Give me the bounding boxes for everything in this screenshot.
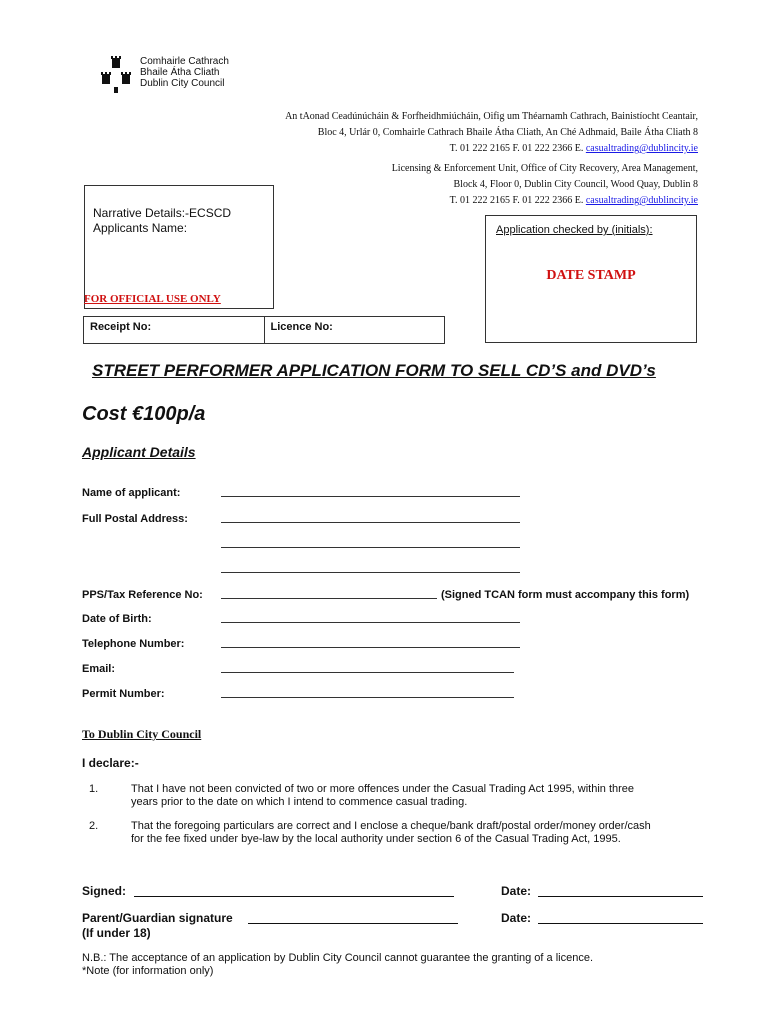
pps-field[interactable] xyxy=(221,598,437,599)
date-label-1: Date: xyxy=(501,884,532,898)
signed-field[interactable] xyxy=(134,896,454,897)
postal-address-field-1[interactable] xyxy=(221,522,520,523)
permit-number-field[interactable] xyxy=(221,697,514,698)
cost-heading: Cost €100p/a xyxy=(82,403,206,425)
logo-line-1: Comhairle Cathrach xyxy=(140,56,229,67)
logo-line-2: Bhaile Átha Cliath xyxy=(140,67,220,78)
narrative-details-label: Narrative Details:-ECSCD xyxy=(93,206,232,220)
official-use-heading: FOR OFFICIAL USE ONLY xyxy=(84,293,221,305)
guardian-signature-field[interactable] xyxy=(248,923,458,924)
tcan-note: (Signed TCAN form must accompany this form) xyxy=(441,589,690,601)
date-field-1[interactable] xyxy=(538,896,703,897)
guardian-signature-label: Parent/Guardian signature xyxy=(82,911,233,925)
email-field[interactable] xyxy=(221,672,514,673)
pps-label: PPS/Tax Reference No: xyxy=(82,589,203,601)
narrative-box xyxy=(84,185,274,309)
declaration-item-1: That I have not been convicted of two or more offences under the Casual Trading Act 1995, within three years prior to the date on which I intend to commence casual trading. xyxy=(131,783,635,808)
i-declare-heading: I declare:- xyxy=(82,756,139,770)
irish-address-line-2: Bloc 4, Urlár 0, Comhairle Cathrach Bhaile Átha Cliath, An Ché Adhmaid, Baile Átha Cliath 8 xyxy=(317,127,698,138)
applicants-name-label: Applicants Name: xyxy=(93,221,188,235)
nb-text: N.B.: The acceptance of an application by Dublin City Council cannot guarantee the granting of a licence. xyxy=(82,952,594,964)
castles-icon xyxy=(100,56,134,96)
if-under-18-label: (If under 18) xyxy=(82,926,151,940)
email-label: Email: xyxy=(82,663,116,675)
date-field-2[interactable] xyxy=(538,923,703,924)
declaration-number-1: 1. xyxy=(89,783,99,795)
english-address-email-link[interactable]: casualtrading@dublincity.ie xyxy=(585,195,698,206)
irish-address-contact xyxy=(285,141,698,157)
application-checked-label: Application checked by (initials): xyxy=(496,224,653,236)
note-text: *Note (for information only) xyxy=(82,965,214,977)
signed-label: Signed: xyxy=(82,884,126,898)
receipt-no-cell[interactable]: Receipt No: xyxy=(90,321,152,333)
english-address-phone: T. 01 222 2165 F. 01 222 2366 E. xyxy=(449,195,584,206)
telephone-label: Telephone Number: xyxy=(82,638,185,650)
to-dublin-city-council-heading: To Dublin City Council xyxy=(82,727,202,741)
permit-number-label: Permit Number: xyxy=(82,688,165,700)
date-label-2: Date: xyxy=(501,911,532,925)
name-of-applicant-label: Name of applicant: xyxy=(82,487,181,499)
telephone-field[interactable] xyxy=(221,647,520,648)
notes xyxy=(82,952,593,978)
council-logo xyxy=(100,56,260,96)
date-of-birth-field[interactable] xyxy=(221,622,520,623)
english-address-line-1: Licensing & Enforcement Unit, Office of City Recovery, Area Management, xyxy=(391,163,698,174)
logo-line-3: Dublin City Council xyxy=(140,78,225,89)
english-address-line-2: Block 4, Floor 0, Dublin City Council, Wood Quay, Dublin 8 xyxy=(453,179,698,190)
office-use-box xyxy=(485,215,697,343)
irish-address-line-1: An tAonad Ceadúnúcháin & Forfheidhmiúcháin, Oifig um Théarnamh Cathrach, Bainistíocht Ceantair, xyxy=(285,111,698,122)
postal-address-field-2[interactable] xyxy=(221,547,520,548)
postal-address-label: Full Postal Address: xyxy=(82,513,188,525)
declaration-item-2: That the foregoing particulars are correct and I enclose a cheque/bank draft/postal order/money order/cash for the fee fixed under bye-law by the local authority under section 6 of the Casual Trading Act, 1995. xyxy=(131,820,651,845)
postal-address-field-3[interactable] xyxy=(221,572,520,573)
english-address xyxy=(392,161,698,209)
licence-no-cell[interactable]: Licence No: xyxy=(264,317,445,343)
date-stamp-label: DATE STAMP xyxy=(546,268,636,283)
irish-address-phone: T. 01 222 2165 F. 01 222 2366 E. xyxy=(449,143,584,154)
name-of-applicant-field[interactable] xyxy=(221,496,520,497)
irish-address xyxy=(285,109,698,157)
form-title: STREET PERFORMER APPLICATION FORM TO SELL CD’S and DVD’s xyxy=(92,361,656,380)
logo-text xyxy=(140,56,229,89)
irish-address-email-link[interactable]: casualtrading@dublincity.ie xyxy=(585,143,698,154)
applicant-details-heading: Applicant Details xyxy=(82,444,196,460)
english-address-contact xyxy=(392,193,698,209)
date-of-birth-label: Date of Birth: xyxy=(82,613,152,625)
receipt-licence-table xyxy=(83,316,445,344)
declaration-number-2: 2. xyxy=(89,820,99,832)
